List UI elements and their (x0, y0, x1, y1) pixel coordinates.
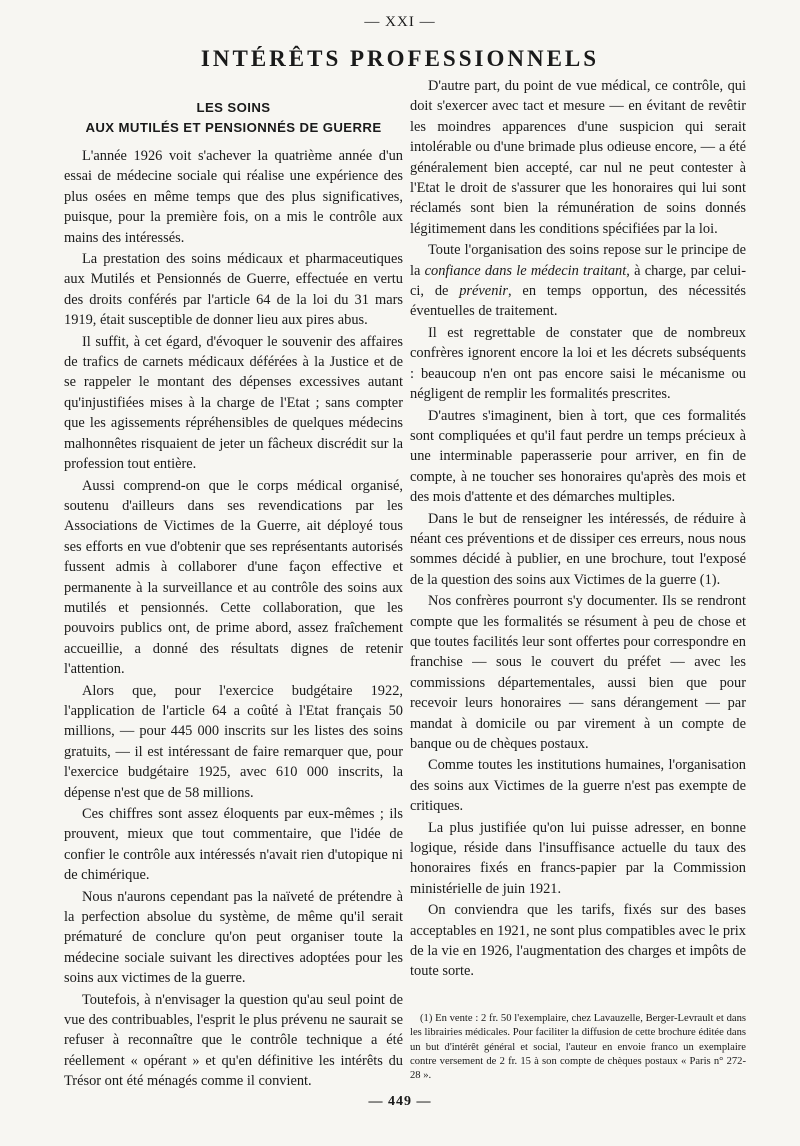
paragraph: Aussi comprend-on que le corps médical organisé, soutenu d'ailleurs dans ses revendications par les Associations de Victimes de la Guerre, ait déployé tous ses efforts en vue d'obtenir que ses représentants autorisés fussent admis à collaborer d'une façon effective et permanente à la surveillance et au contrôle des soins aux mutilés et pensionnés. Cette collaboration, que les pouvoirs publics ont, de prime abord, assez fraîchement accueillie, a donné des résultats dignes de retenir l'attention. (64, 477, 403, 678)
footnote-text: (1) En vente : 2 fr. 50 l'exemplaire, chez Lavauzelle, Berger-Levrault et dans les librairies médicales. Pour faciliter la diffusion de cette brochure éditée dans un but d'intérêt général et social, l'auteur en envoie franco un exemplaire contre versement de 2 fr. 15 à son compte de chèques postaux « Paris n° 272-28 ». (410, 1013, 746, 1082)
paragraph: Il suffit, à cet égard, d'évoquer le souvenir des affaires de trafics de carnets médicaux déférées à la Justice et de se rappeler le montant des dépenses excessives autant qu'injustifiées mises à la charge de l'Etat ; sans compter que les agissements répréhensibles de quelques médecins malhonnêtes risquaient de jeter un fâcheux discrédit sur la profession tout entière. (64, 333, 403, 473)
paragraph: Toutefois, à n'envisager la question qu'au seul point de vue des contribuables, l'esprit le plus prévenu ne saurait se refuser à reconnaître que le contrôle technique a été réellement « opérant » et qu'en définitive les intérêts du Trésor ont été ménagés comme il convient. (64, 991, 403, 1090)
paragraph: Nous n'aurons cependant pas la naïveté de prétendre à la perfection absolue du système, de même qu'il serait prématuré de conclure qu'on peut organiser toute la médecine sociale suivant les directives adoptées pour les soins aux victimes de la guerre. (64, 888, 403, 987)
page-number: — 449 — (368, 1094, 432, 1109)
right-column (410, 76, 746, 982)
paragraph: On conviendra que les tarifs, fixés sur des bases acceptables en 1921, ne sont plus compatibles avec le prix de la vie en 1926, l'augmentation des charges et impôts de toute sorte. (410, 902, 746, 980)
text-run: , à charge, par celui-ci, de (410, 262, 746, 300)
paragraph: La prestation des soins médicaux et pharmaceutiques aux Mutilés et Pensionnés de Guerre, effectuée en vertu des droits conférés par l'article 64 de la loi du 31 mars 1919, était susceptible de donner lieu aux pires abus. (64, 251, 403, 329)
paragraph: D'autre part, du point de vue médical, ce contrôle, qui doit s'exercer avec tact et mesure — en évitant de revêtir les moindres apparences d'une suspicion qui serait intolérable ou d'une brimade plus odieuse encore, — a été généralement bien accepté, car nul ne peut contester à l'Etat le droit de s'assurer que les honoraires qui lui sont réclamés sont bien la rémunération de soins donnés légitimement dans les conditions spécifiées par la loi. (410, 78, 746, 237)
paragraph: Nos confrères pourront s'y documenter. Ils se rendront compte que les formalités se résument à peu de chose et que toutes facilités leur sont offertes pour correspondre en franchise — sous le couvert du préfet — avec les commissions départementales, aussi bien que pour recevoir leurs honoraires — sans dérangement — par mandat à domicile ou par virement à un compte de banque ou de chèques postaux. (410, 593, 746, 752)
emphasis-prevenir: prévenir (459, 283, 508, 300)
paragraph: Comme toutes les institutions humaines, l'organisation des soins aux Victimes de la guerre n'est pas exempte de critiques. (410, 757, 746, 815)
text-run: Toute l'organisation des soins repose sur le principe de la (410, 242, 746, 279)
article-heading-line1: LES SOINS (196, 100, 271, 115)
paragraph: Ces chiffres sont assez éloquents par eux-mêmes ; ils prouvent, mieux que tout commentaire, que l'idée de confier le contrôle aux intéressés n'avait rien d'utopique ni de chimérique. (64, 806, 403, 884)
page-title: INTÉRÊTS PROFESSIONNELS (200, 46, 600, 71)
left-column (64, 96, 403, 1092)
emphasis-confiance: confiance dans le médecin traitant (424, 262, 627, 279)
footnote (410, 1012, 746, 1083)
paragraph: D'autres s'imaginent, bien à tort, que ces formalités sont compliquées et qu'il faut perdre un temps précieux à une interminable paperasserie pour arriver, en fin de compte, à ne toucher ses honoraires qu'après des mois et des mois d'attente et des démarches multiples. (410, 407, 746, 506)
paragraph: L'année 1926 voit s'achever la quatrième année d'un essai de médecine sociale qui réalise une expérience des plus osées en même temps que des plus significatives, puisque, pour la première fois, on a mis le contrôle aux mains des intéressés. (64, 148, 403, 246)
roman-page-number: — XXI — (364, 14, 436, 30)
article-heading-line2: AUX MUTILÉS ET PENSIONNÉS DE GUERRE (85, 120, 382, 135)
paragraph: Il est regrettable de constater que de nombreux confrères ignorent encore la loi et les décrets subséquents : beaucoup n'en ont pas encore saisi le mécanisme ou négligent de remplir les formalités prescrites. (410, 324, 746, 403)
paragraph-confiance (410, 240, 746, 322)
text-run: , en temps opportun, des nécessités éventuelles de traitement. (410, 283, 746, 320)
paragraph: Alors que, pour l'exercice budgétaire 1922, l'application de l'article 64 a coûté à l'Etat français 50 millions, — pour 445 000 inscrits sur les listes des soins gratuits, — il est intéressant de faire remarquer que, pour l'exercice budgétaire 1925, avec 610 000 inscrits, la dépense n'est que de 58 millions. (64, 682, 403, 801)
paragraph: Dans le but de renseigner les intéressés, de réduire à néant ces préventions et de dissiper ces erreurs, nous nous sommes décidé à publier, en une brochure, tout l'exposé de la question des soins aux Victimes de la guerre (1). (410, 510, 746, 588)
paragraph: La plus justifiée qu'on lui puisse adresser, en bonne logique, réside dans l'insuffisance actuelle du taux des honoraires fixés en francs-papier par la Commission ministérielle de juin 1921. (410, 819, 746, 897)
